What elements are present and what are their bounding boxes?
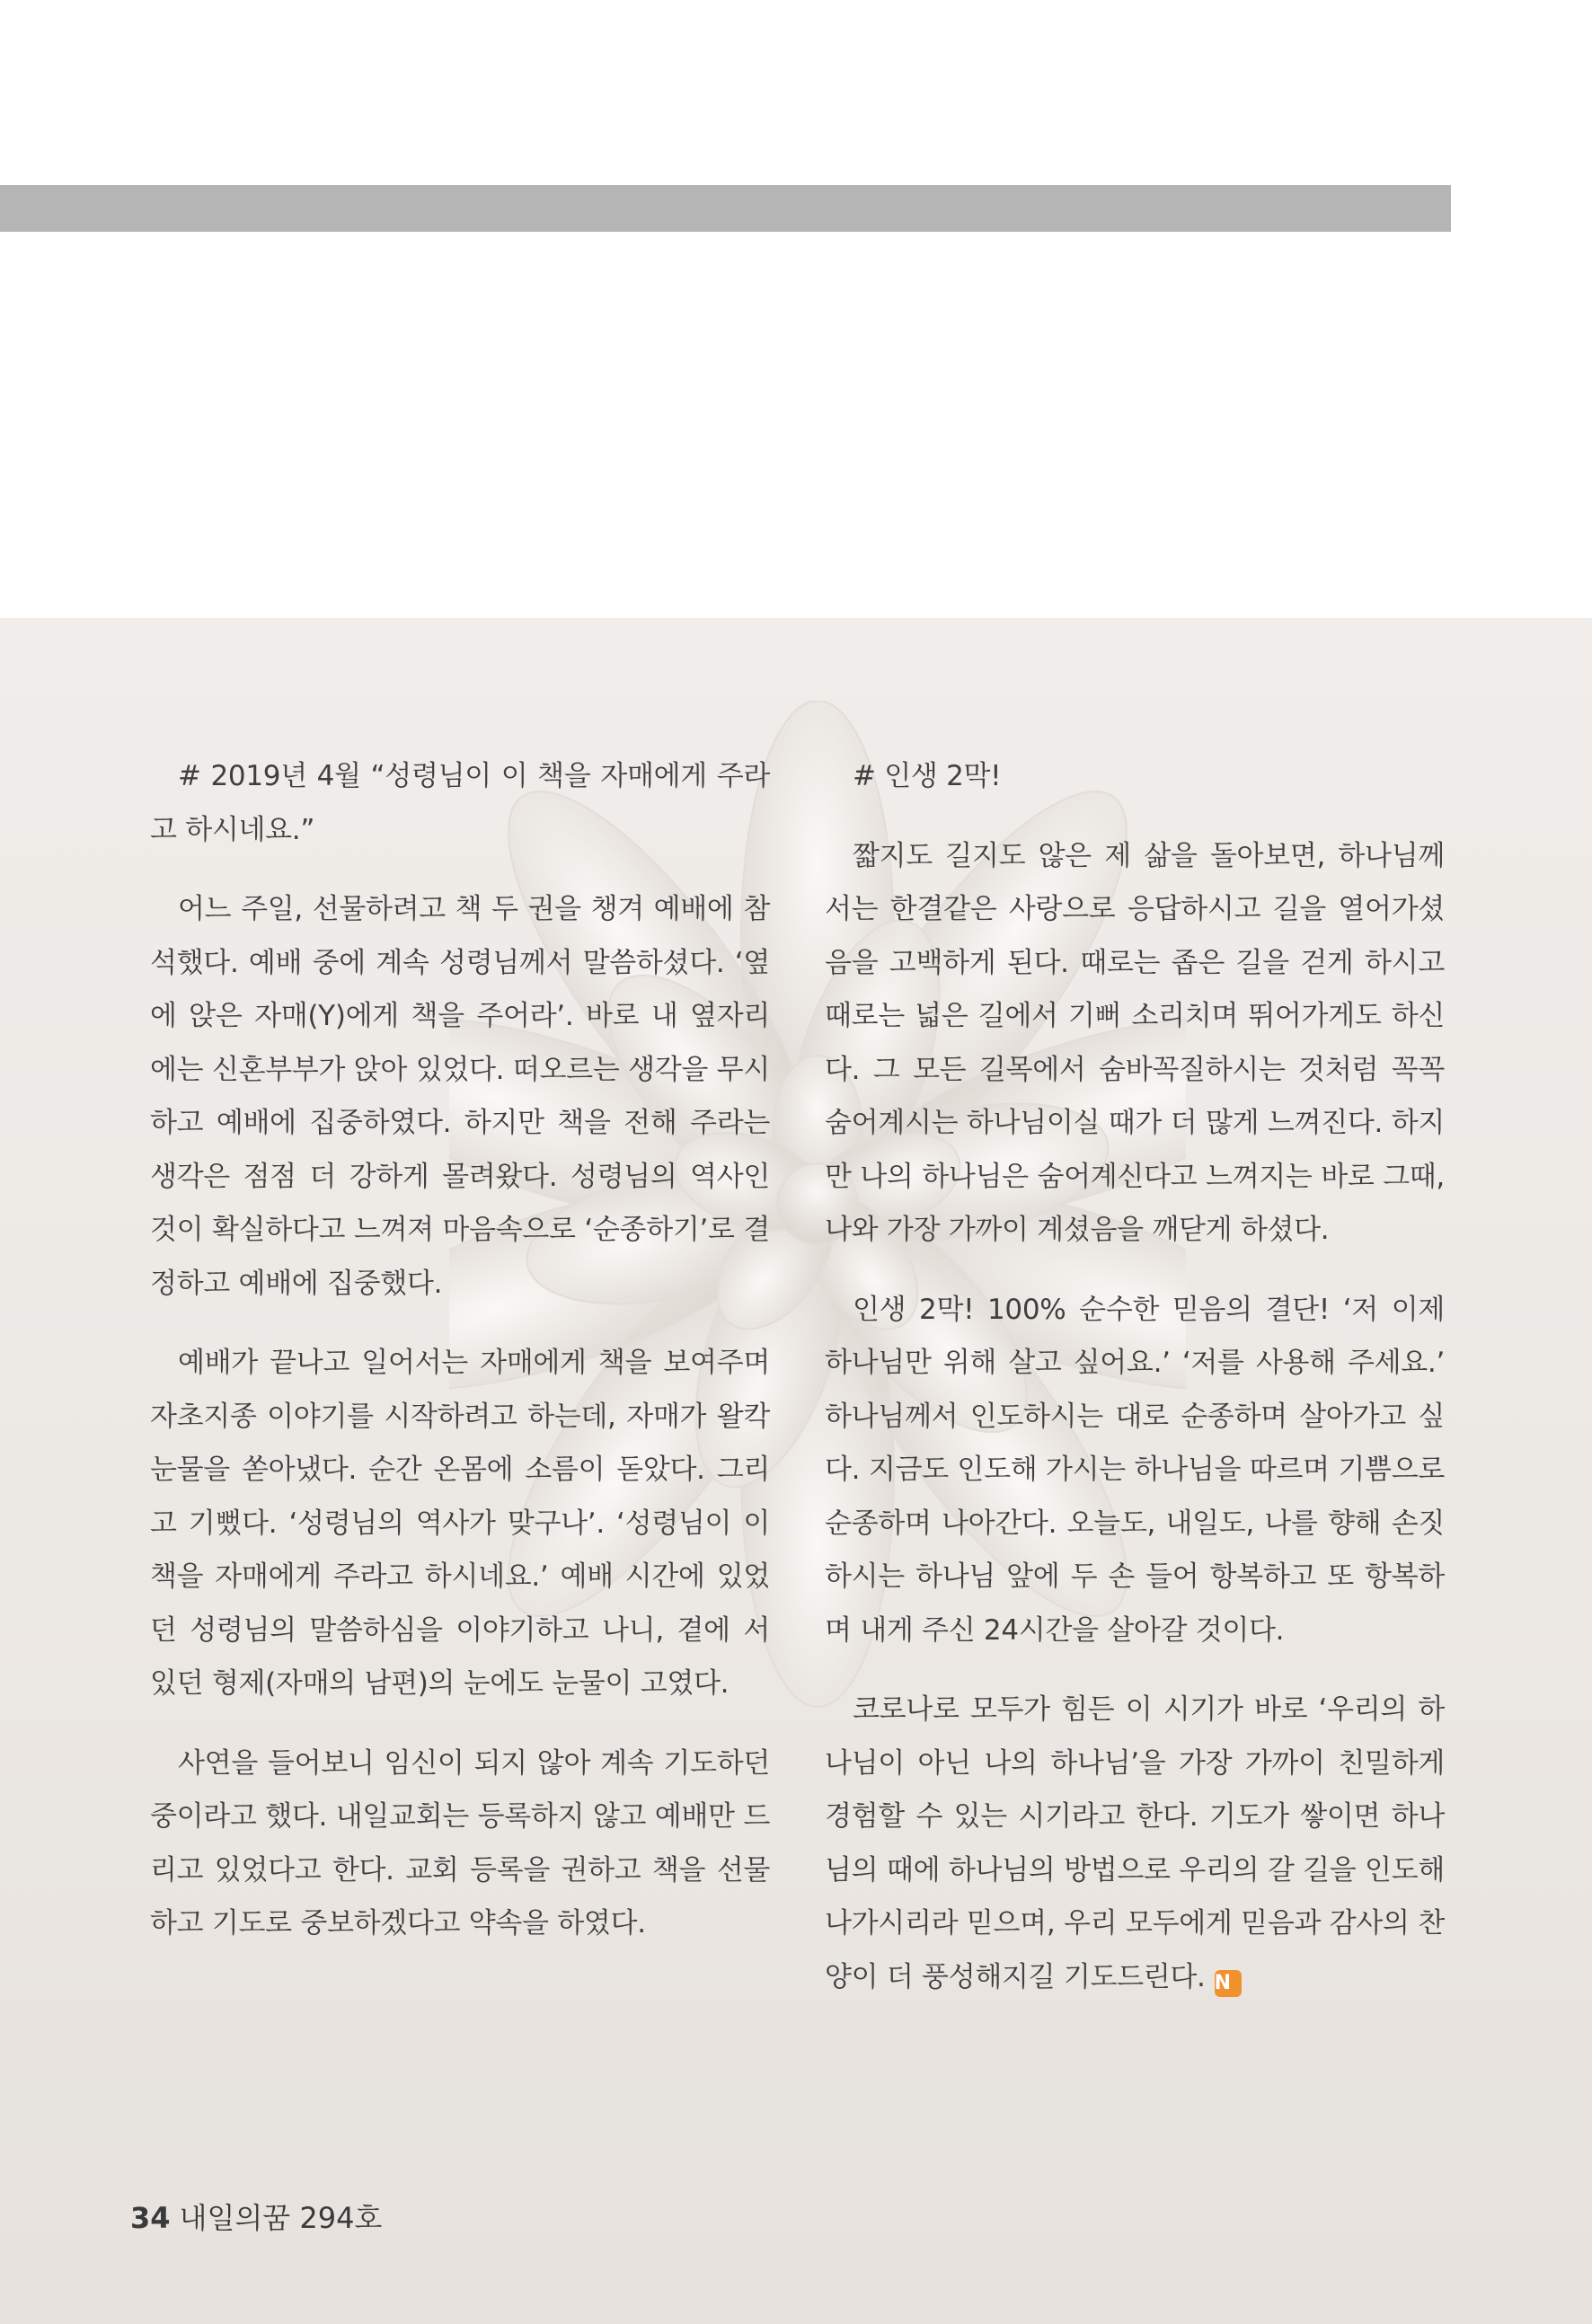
body-paragraph: 사연을 들어보니 임신이 되지 않아 계속 기도하던 중이라고 했다. 내일교회는 등록하지 않고 예배만 드리고 있었다고 한다. 교회 등록을 권하고 책을 선물하고 기도로 중보하겠다고 약속을 하였다. (150, 1746, 770, 1940)
body-paragraph: 예배가 끝나고 일어서는 자매에게 책을 보여주며 자초지종 이야기를 시작하려고 하는데, 자매가 왈칵 눈물을 쏟아냈다. 순간 온몸에 소름이 돋았다. 그리고 기뻤다. ‘성령님의 역사가 맞구나’. ‘성령님이 이 책을 자매에게 주라고 하시네요.’ 예배 시간에 있었던 성령님의 말씀하심을 이야기하고 나니, 곁에 서 있던 형제(자매의 남편)의 눈에도 눈물이 고였다. (150, 1347, 770, 1700)
closing-text: 코로나로 모두가 힘든 이 시기가 바로 ‘우리의 하나님이 아닌 나의 하나님’을 가장 가까이 친밀하게 경험할 수 있는 시기라고 한다. 기도가 쌓이면 하나님의 때에 하나님의 방법으로 우리의 갈 길을 인도해 나가시리라 믿으며, 우리 모두에게 믿음과 감사의 찬양이 더 풍성해지길 기도드린다. (825, 1693, 1445, 1993)
body-paragraph: 인생 2막! 100% 순수한 믿음의 결단! ‘저 이제 하나님만 위해 살고 싶어요.’ ‘저를 사용해 주세요.’ 하나님께서 인도하시는 대로 순종하며 살아가고 싶다. 지금도 인도해 가시는 하나님을 따르며 기쁨으로 순종하며 나아간다. 오늘도, 내일도, 나를 향해 손짓하시는 하나님 앞에 두 손 들어 항복하고 또 항복하며 내게 주신 24시간을 살아갈 것이다. (825, 1293, 1445, 1647)
body-paragraph: 짧지도 길지도 않은 제 삶을 돌아보면, 하나님께서는 한결같은 사랑으로 응답하시고 길을 열어가셨음을 고백하게 된다. 때로는 좁은 길을 걷게 하시고 때로는 넓은 길에서 기뻐 소리치며 뛰어가게도 하신다. 그 모든 길목에서 숨바꼭질하시는 것처럼 꼭꼭 숨어계시는 하나님이실 때가 더 많게 느껴진다. 하지만 나의 하나님은 숨어계신다고 느껴지는 바로 그때, 나와 가장 가까이 계셨음을 깨닫게 하셨다. (825, 839, 1445, 1246)
end-mark-icon: N (1215, 1970, 1242, 1997)
right-text-column (825, 750, 1445, 2030)
page-number: 34 (130, 2201, 171, 2235)
body-paragraph: 어느 주일, 선물하려고 책 두 권을 챙겨 예배에 참석했다. 예배 중에 계속 성령님께서 말씀하셨다. ‘옆에 앉은 자매(Y)에게 책을 주어라’. 바로 내 옆자리에는 신혼부부가 앉아 있었다. 떠오르는 생각을 무시하고 예배에 집중하였다. 하지만 책을 전해 주라는 생각은 점점 더 강하게 몰려왔다. 성령님의 역사인 것이 확실하다고 느껴져 마음속으로 ‘순종하기’로 결정하고 예배에 집중했다. (150, 893, 770, 1300)
publication-title: 내일의꿈 294호 (179, 2201, 383, 2235)
header-bar (0, 185, 1451, 232)
heading-2019-april: # 2019년 4월 “성령님이 이 책을 자매에게 주라고 하시네요.” (150, 760, 770, 846)
closing-paragraph (825, 1683, 1445, 2004)
left-text-column (150, 750, 770, 1977)
page-footer (130, 2196, 382, 2237)
heading-second-act: # 인생 2막! (853, 760, 1002, 792)
